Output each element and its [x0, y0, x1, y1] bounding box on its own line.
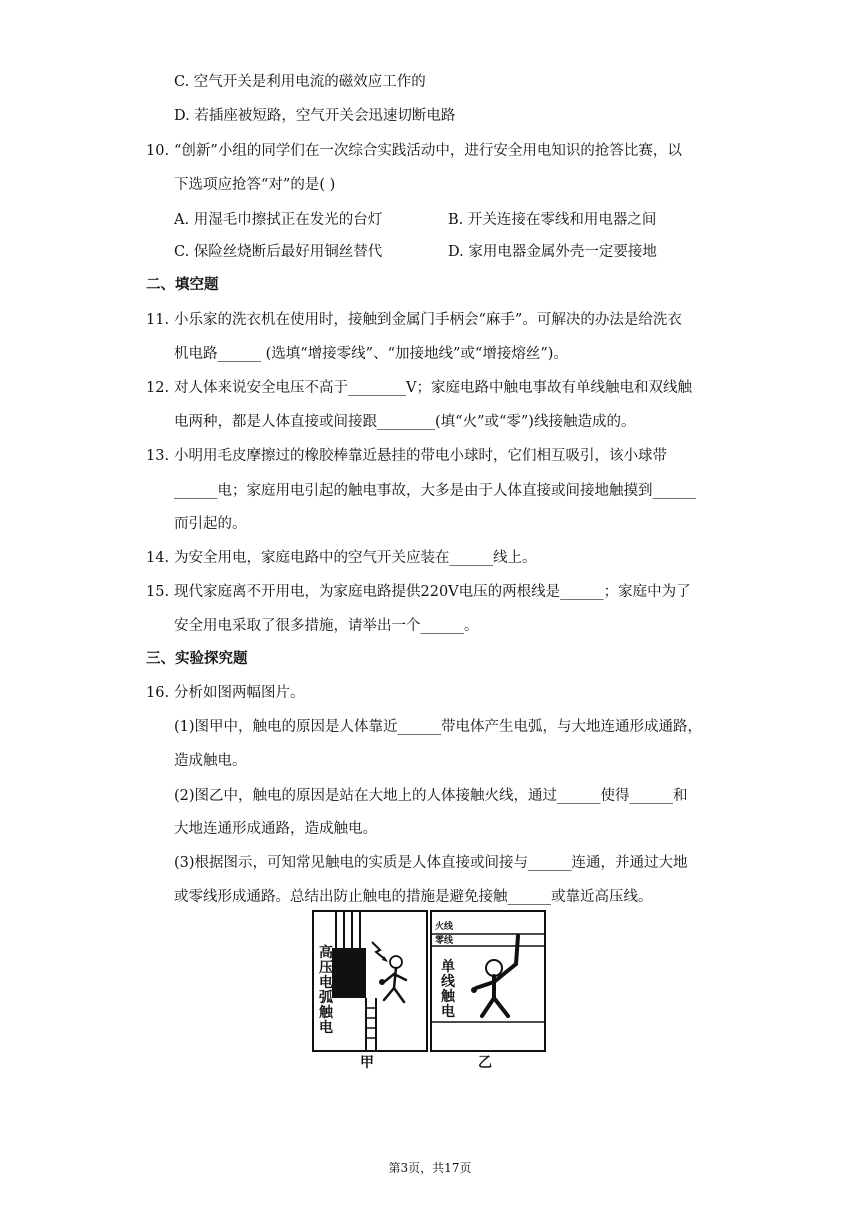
question-13-text: 小明用毛皮摩擦过的橡胶棒靠近悬挂的带电小球时，它们相互吸引，该小球带: [174, 448, 667, 464]
question-16-part-1-cont: 造成触电。: [174, 753, 247, 769]
question-number-12: 12.: [146, 380, 170, 396]
electric-shock-figure: [312, 910, 546, 1074]
question-number-13: 13.: [146, 448, 170, 464]
option-d-q10: D. 家用电器金属外壳一定要接地: [448, 244, 657, 260]
question-15-text-cont: 安全用电采取了很多措施，请举出一个______。: [174, 618, 479, 634]
question-number-10: 10.: [146, 143, 170, 159]
question-11-text-cont: 机电路______ (选填“增接零线”、“加接地线”或“增接熔丝”)。: [174, 346, 568, 362]
option-c-q9: C. 空气开关是利用电流的磁效应工作的: [174, 74, 426, 90]
question-12-text-cont: 电两种，都是人体直接或间接跟________(填“火”或“零”)线接触造成的。: [174, 414, 636, 430]
question-number-15: 15.: [146, 584, 170, 600]
question-11-text: 小乐家的洗衣机在使用时，接触到金属门手柄会“麻手”。可解决的办法是给洗衣: [174, 312, 682, 328]
question-number-11: 11.: [146, 312, 170, 328]
option-a-q10: A. 用湿毛巾擦拭正在发光的台灯: [174, 212, 383, 228]
figure-yi-side-label: 单线触电: [441, 959, 455, 1020]
question-14-text: 为安全用电，家庭电路中的空气开关应装在______线上。: [174, 550, 537, 566]
question-16-part-3-cont: 或零线形成通路。总结出防止触电的措施是避免接触______或靠近高压线。: [174, 889, 653, 905]
option-b-q10: B. 开关连接在零线和用电器之间: [448, 212, 657, 228]
section-heading-experiment: 三、实验探究题: [146, 651, 248, 667]
figure-panel-yi: [430, 910, 546, 1052]
figure-yi-wire-label-live: 火线: [435, 922, 454, 932]
question-10-text-cont: 下选项应抢答“对”的是( ): [174, 177, 336, 193]
figure-yi-wire-label-neutral: 零线: [435, 936, 454, 946]
page-footer: 第3页，共17页: [388, 1161, 472, 1175]
question-12-text: 对人体来说安全电压不高于________V；家庭电路中触电事故有单线触电和双线触: [174, 380, 692, 396]
question-13-text-end: 而引起的。: [174, 516, 247, 532]
question-number-16: 16.: [146, 685, 170, 701]
option-c-q10: C. 保险丝烧断后最好用铜丝替代: [174, 244, 383, 260]
option-d-q9: D. 若插座被短路，空气开关会迅速切断电路: [174, 108, 456, 124]
question-16-part-2: (2)图乙中，触电的原因是站在大地上的人体接触火线，通过______使得______和: [174, 788, 688, 804]
question-13-text-cont: ______电；家庭用电引起的触电事故，大多是由于人体直接或间接地触摸到______: [174, 483, 696, 499]
figure-panel-jia: [312, 910, 428, 1052]
figure-jia-side-label: 高压电弧触电: [319, 945, 333, 1036]
question-15-text: 现代家庭离不开用电，为家庭电路提供220V电压的两根线是______；家庭中为了: [174, 584, 691, 600]
question-16-part-2-cont: 大地连通形成通路，造成触电。: [174, 821, 377, 837]
question-16-text: 分析如图两幅图片。: [174, 685, 305, 701]
question-16-part-3: (3)根据图示，可知常见触电的实质是人体直接或间接与______连通，并通过大地: [174, 855, 688, 871]
figure-caption-yi: 乙: [478, 1055, 492, 1071]
question-10-text: “创新”小组的同学们在一次综合实践活动中，进行安全用电知识的抢答比赛，以: [174, 143, 682, 159]
question-16-part-1: (1)图甲中，触电的原因是人体靠近______带电体产生电弧，与大地连通形成通路，: [174, 719, 703, 735]
question-number-14: 14.: [146, 550, 170, 566]
figure-caption-jia: 甲: [360, 1055, 374, 1071]
section-heading-fill-blank: 二、填空题: [146, 277, 219, 293]
